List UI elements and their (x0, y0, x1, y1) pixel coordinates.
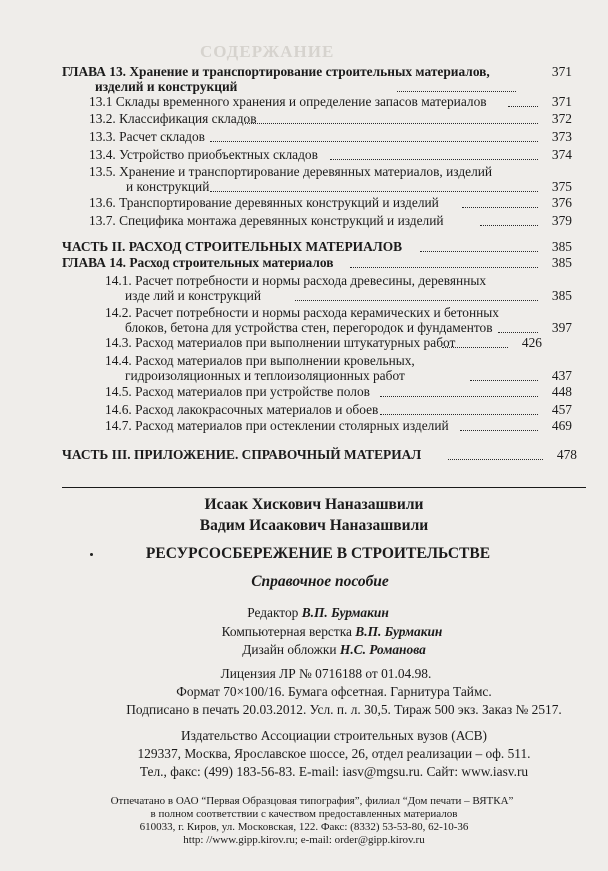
toc-chapter-entry (0, 255, 608, 271)
toc-section-entry (0, 305, 608, 337)
toc-page-number: 457 (551, 402, 572, 417)
editor-line (0, 605, 608, 621)
signed-line: Подписано в печать 20.03.2012. Усл. п. л. 30,5. Тираж 500 экз. Заказ № 2517. (126, 702, 562, 717)
book-title: РЕСУРСОСБЕРЕЖЕНИЕ В СТРОИТЕЛЬСТВЕ (145, 545, 491, 562)
toc-entry-title: 14.5. Расход материалов при устройстве полов (105, 384, 370, 399)
address-line: 129337, Москва, Ярославское шоссе, 26, отдел реализации – оф. 511. (137, 746, 531, 761)
dot-leader (330, 159, 538, 160)
toc-page-number: 376 (551, 195, 572, 210)
dot-leader (448, 459, 543, 460)
toc-entry-title-continued: изделий и конструкций (95, 79, 238, 94)
toc-section-entry (0, 418, 608, 434)
toc-section-entry (0, 273, 608, 305)
toc-entry-title: 14.7. Расход материалов при остеклении столярных изделий (105, 418, 449, 433)
toc-entry-title: ГЛАВА 14. Расход строительных материалов (62, 255, 334, 270)
printer-line-4: http: //www.gipp.kirov.ru; e-mail: order@gipp.kirov.ru (183, 834, 425, 846)
toc-page-number: 375 (551, 179, 572, 194)
toc-entry-title: ГЛАВА 13. Хранение и транспортирование строительных материалов, (62, 64, 490, 79)
layout-name: В.П. Бурмакин (355, 624, 443, 639)
dot-leader (480, 225, 538, 226)
dot-leader (245, 123, 538, 124)
bleed-through-ghost-text: СОДЕРЖАНИЕ (200, 42, 335, 61)
dot-leader (442, 347, 508, 348)
printer-line-1: Отпечатано в ОАО “Первая Образцовая типография”, филиал “Дом печати – ВЯТКА” (110, 795, 514, 807)
toc-page-number: 385 (551, 288, 572, 303)
dot-leader (470, 380, 538, 381)
publisher-line: Издательство Ассоциации строительных вузов (АСВ) (180, 728, 488, 743)
toc-page-number: 426 (521, 335, 542, 350)
toc-section-entry (0, 384, 608, 400)
toc-entry-title: 13.1 Склады временного хранения и определение запасов материалов (89, 94, 487, 109)
dot-leader (420, 251, 538, 252)
section-divider (62, 487, 586, 488)
book-subtitle: Справочное пособие (251, 573, 389, 590)
dot-leader (460, 430, 538, 431)
toc-section-entry (0, 111, 608, 127)
toc-chapter-entry (0, 64, 608, 96)
toc-page-number: 478 (556, 447, 577, 462)
toc-page-number: 374 (551, 147, 572, 162)
toc-entry-title: 13.7. Специфика монтажа деревянных конструкций и изделий (89, 213, 444, 228)
toc-page-number: 469 (551, 418, 572, 433)
editor-name: В.П. Бурмакин (301, 605, 389, 620)
toc-page-number: 397 (551, 320, 572, 335)
dot-leader (210, 191, 538, 192)
cover-label: Дизайн обложки (242, 642, 340, 657)
toc-page-number: 372 (551, 111, 572, 126)
dot-leader (380, 396, 538, 397)
dot-leader (295, 300, 538, 301)
toc-page-number: 373 (551, 129, 572, 144)
author-2: Вадим Исаакович Наназашвили (199, 517, 429, 534)
toc-page-number: 385 (551, 239, 572, 254)
toc-section-entry (0, 335, 608, 351)
toc-entry-title-continued: изде лий и конструкций (125, 288, 262, 303)
toc-entry-title: 14.1. Расчет потребности и нормы расхода древесины, деревянных (105, 273, 487, 288)
toc-section-entry (0, 164, 608, 196)
toc-entry-title: ЧАСТЬ II. РАСХОД СТРОИТЕЛЬНЫХ МАТЕРИАЛОВ (62, 239, 403, 254)
editor-label: Редактор (247, 605, 302, 620)
printer-line-2: в полном соответствии с качеством предоставленных материалов (150, 808, 458, 820)
toc-section-entry (0, 195, 608, 211)
contacts-line: Тел., факс: (499) 183-56-83. E-mail: iasv@mgsu.ru. Сайт: www.iasv.ru (139, 764, 529, 779)
cover-name: Н.С. Романова (339, 642, 426, 657)
toc-section-entry (0, 147, 608, 163)
toc-part-entry (0, 239, 608, 255)
toc-section-entry (0, 213, 608, 229)
toc-entry-title: 14.3. Расход материалов при выполнении штукатурных работ (105, 335, 456, 350)
dot-leader (210, 141, 538, 142)
dot-leader (397, 91, 516, 92)
toc-page-number: 385 (551, 255, 572, 270)
toc-entry-title: 14.2. Расчет потребности и нормы расхода керамических и бетонных (105, 305, 499, 320)
toc-page-number: 371 (551, 94, 572, 109)
dot-leader (350, 267, 538, 268)
dot-leader (380, 414, 538, 415)
toc-entry-title: 14.4. Расход материалов при выполнении кровельных, (105, 353, 415, 368)
author-1: Исаак Хискович Наназашвили (204, 496, 424, 513)
format-line: Формат 70×100/16. Бумага офсетная. Гарнитура Таймс. (176, 684, 492, 699)
layout-label: Компьютерная верстка (221, 624, 356, 639)
layout-line (0, 624, 608, 640)
toc-entry-title: 13.4. Устройство приобъектных складов (89, 147, 318, 162)
toc-section-entry (0, 402, 608, 418)
toc-page-number: 379 (551, 213, 572, 228)
toc-entry-title: 14.6. Расход лакокрасочных материалов и обоев (105, 402, 379, 417)
toc-section-entry (0, 353, 608, 385)
toc-page-number: 448 (551, 384, 572, 399)
toc-part-entry (0, 447, 608, 463)
toc-entry-title: 13.3. Расчет складов (89, 129, 205, 144)
toc-page-number: 437 (551, 368, 572, 383)
toc-page-number: 371 (551, 64, 572, 79)
printer-line-3: 610033, г. Киров, ул. Московская, 122. Факс: (8332) 53-53-80, 62-10-36 (139, 821, 469, 833)
toc-entry-title: 13.2. Классификация складов (89, 111, 257, 126)
toc-entry-title-continued: блоков, бетона для устройства стен, перегородок и фундаментов (125, 320, 493, 335)
toc-entry-title: 13.6. Транспортирование деревянных конструкций и изделий (89, 195, 439, 210)
cover-line (0, 642, 608, 658)
toc-entry-title-continued: гидроизоляционных и теплоизоляционных работ (125, 368, 405, 383)
dot-leader (462, 207, 538, 208)
toc-entry-title-continued: и конструкций (126, 179, 210, 194)
license-line: Лицензия ЛР № 0716188 от 01.04.98. (220, 666, 432, 681)
toc-entry-title: 13.5. Хранение и транспортирование деревянных материалов, изделий (89, 164, 493, 179)
toc-entry-title: ЧАСТЬ III. ПРИЛОЖЕНИЕ. СПРАВОЧНЫЙ МАТЕРИАЛ (62, 447, 422, 462)
toc-section-entry (0, 129, 608, 145)
toc-section-entry (0, 94, 608, 110)
